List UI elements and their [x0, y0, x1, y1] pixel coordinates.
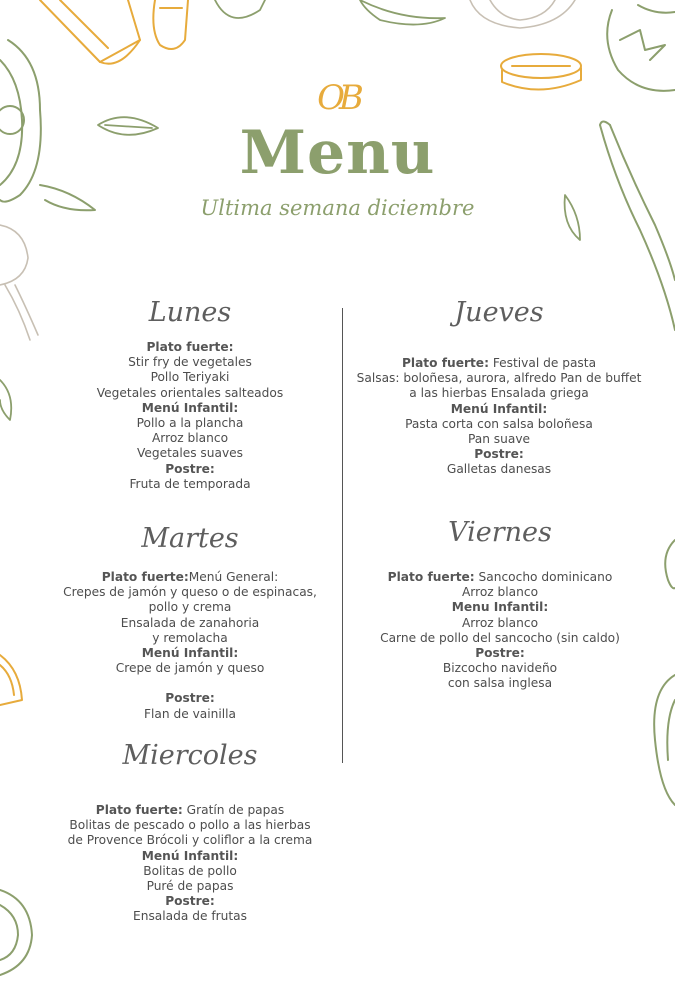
menu-item: Galletas danesas	[446, 462, 552, 477]
menu-item: Ensalada de zanahoria	[120, 615, 260, 630]
dessert-label: Postre:	[165, 461, 215, 476]
main-course-label: Plato fuerte:	[387, 570, 475, 584]
carrot-slice-illustration	[40, 0, 188, 64]
menu-item: a las hierbas Ensalada griega	[409, 386, 589, 401]
menu-item: Puré de papas	[146, 879, 234, 894]
menu-item: Vegetales suaves	[136, 446, 244, 461]
menu-item: Carne de pollo del sancocho (sin caldo)	[380, 630, 620, 645]
day-heading: Viernes	[448, 517, 552, 548]
day-jueves	[340, 296, 658, 478]
menu-item: Crepes de jamón y queso o de espinacas,	[63, 585, 317, 600]
day-miercoles	[40, 739, 340, 925]
menu-item: Arroz blanco	[461, 585, 539, 600]
main-course-label: Plato fuerte:	[95, 803, 183, 817]
main-course-value: Menú General:	[188, 570, 279, 584]
main-course-value: Sancocho dominicano	[474, 570, 613, 584]
menu-item: Vegetales orientales salteados	[96, 385, 284, 400]
dessert-label: Postre:	[474, 447, 524, 462]
brand-logo: OB	[317, 78, 358, 118]
day-heading: Miercoles	[122, 740, 258, 771]
day-heading: Lunes	[148, 297, 232, 328]
menu-item: Arroz blanco	[151, 431, 229, 446]
main-course-label: Plato fuerte:	[146, 340, 234, 354]
kids-menu-label: Menú Infantil:	[450, 401, 548, 416]
menu-item: Pasta corta con salsa boloñesa	[405, 416, 593, 431]
day-viernes	[352, 516, 648, 692]
menu-item: Pan suave	[467, 432, 531, 447]
menu-item: Stir fry de vegetales	[128, 355, 252, 370]
menu-item: Bolitas de pescado o pollo a las hierbas	[69, 818, 311, 833]
menu-item: Pollo a la plancha	[136, 416, 244, 431]
menu-item: y remolacha	[152, 630, 228, 645]
page-title: Menu	[239, 118, 436, 188]
dessert-label: Postre:	[165, 894, 215, 909]
menu-item: pollo y crema	[148, 600, 232, 615]
kids-menu-label: Menú Infantil:	[141, 848, 239, 863]
menu-item: Pollo Teriyaki	[150, 370, 230, 385]
main-course-value: Gratín de papas	[182, 803, 285, 817]
main-course-value: Festival de pasta	[488, 356, 597, 370]
dessert-label: Postre:	[165, 691, 215, 706]
menu-item: de Provence Brócoli y coliflor a la crema	[67, 833, 313, 848]
kids-menu-label: Menú Infantil:	[141, 400, 239, 415]
main-course-label: Plato fuerte:	[101, 570, 189, 584]
menu-item: con salsa inglesa	[447, 676, 553, 691]
onion-illustration	[470, 0, 575, 28]
day-lunes	[40, 296, 340, 492]
mushroom-illustration	[0, 225, 38, 340]
menu-item: Bizcocho navideño	[442, 661, 558, 676]
menu-item: Bolitas de pollo	[143, 863, 237, 878]
day-heading: Martes	[141, 523, 239, 554]
menu-item: Crepe de jamón y queso	[115, 661, 265, 676]
cucumber-illustration	[215, 0, 445, 25]
menu-item: Ensalada de frutas	[133, 909, 247, 924]
menu-item: Salsas: boloñesa, aurora, alfredo Pan de buffet	[356, 371, 642, 386]
menu-item: Fruta de temporada	[129, 476, 251, 491]
pepper-illustration	[654, 540, 675, 805]
menu-item: Arroz blanco	[461, 615, 539, 630]
cheese-wedge-illustration	[0, 655, 22, 705]
avocado-half-illustration	[0, 890, 32, 975]
day-martes	[40, 522, 340, 722]
page-subtitle: Ultima semana diciembre	[200, 196, 475, 220]
menu-item: Flan de vainilla	[144, 706, 236, 721]
kids-menu-label: Menu Infantil:	[451, 600, 549, 615]
day-heading: Jueves	[454, 297, 544, 328]
dessert-label: Postre:	[475, 646, 525, 661]
main-course-label: Plato fuerte:	[401, 356, 489, 370]
kids-menu-label: Menú Infantil:	[141, 646, 239, 661]
